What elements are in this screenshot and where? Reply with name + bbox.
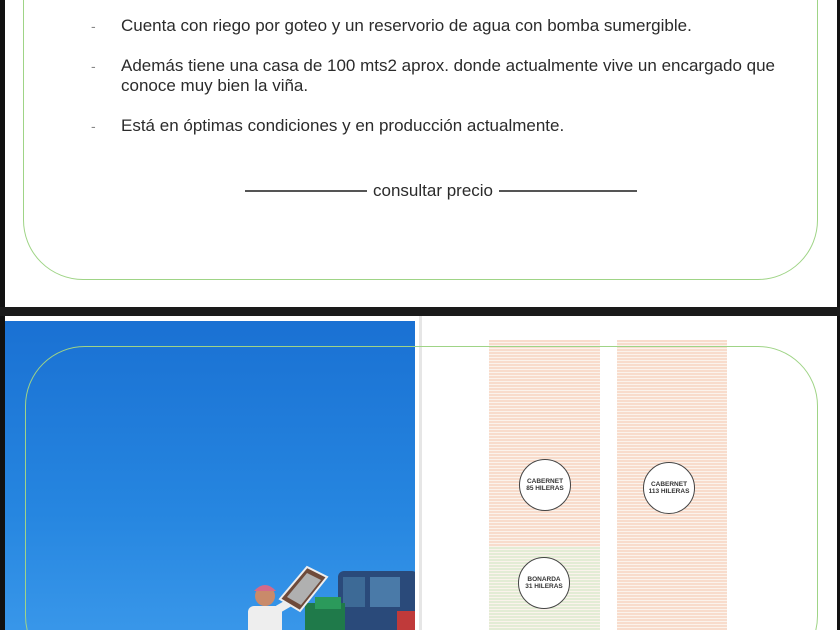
column-divider — [419, 316, 422, 630]
list-item-text: Además tiene una casa de 100 mts2 aprox. donde actualmente vive un encargado que conoce muy bien la viña. — [121, 56, 775, 95]
page-2 — [5, 316, 837, 630]
badge-rows: 113 HILERAS — [648, 488, 690, 495]
photo-illustration — [5, 321, 415, 630]
list-item — [91, 56, 811, 96]
variety-badge-cabernet-113 — [643, 462, 695, 514]
badge-rows: 31 HILERAS — [525, 583, 563, 590]
page-separator — [0, 307, 840, 316]
bullet-dash: - — [91, 58, 96, 74]
badge-variety: BONARDA — [527, 576, 561, 583]
bullet-dash: - — [91, 118, 96, 134]
price-callout — [245, 180, 645, 202]
bullet-dash: - — [91, 18, 96, 34]
feature-list — [91, 16, 811, 156]
variety-badge-cabernet-85 — [519, 459, 571, 511]
vineyard-worker-photo — [5, 321, 415, 630]
badge-variety: CABERNET — [526, 478, 564, 485]
list-item-text: Está en óptimas condiciones y en producción actualmente. — [121, 116, 565, 135]
page-1 — [5, 0, 837, 307]
list-item-text: Cuenta con riego por goteo y un reservorio de agua con bomba sumergible. — [121, 16, 692, 35]
list-item — [91, 16, 811, 36]
price-rule-right — [499, 190, 637, 191]
price-text: consultar precio — [373, 181, 494, 200]
badge-variety: CABERNET — [650, 481, 688, 488]
price-rule-left — [245, 190, 367, 191]
list-item — [91, 116, 811, 136]
badge-rows: 85 HILERAS — [526, 485, 564, 492]
variety-badge-bonarda-31 — [518, 557, 570, 609]
